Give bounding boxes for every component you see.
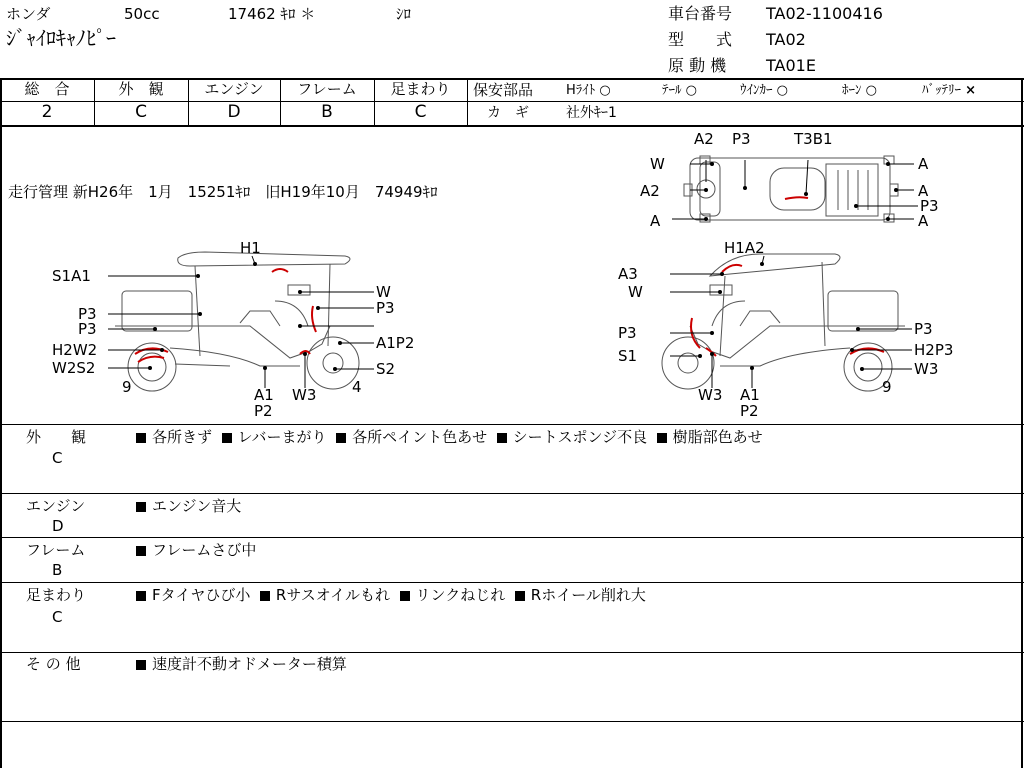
suspension-label: 足まわり [390, 80, 451, 98]
label-left: P3 [376, 299, 395, 317]
frame-value: B [321, 102, 333, 122]
label-left: 9 [122, 378, 132, 396]
label-left: S2 [376, 360, 396, 378]
remark-items-engine: エンジン音大 [136, 497, 241, 515]
label-left: P2 [254, 402, 273, 420]
border-right [1021, 78, 1023, 768]
remark-label-other: そ の 他 [26, 655, 81, 673]
remark-label-exterior: 外 観 [26, 428, 87, 446]
left-side-diagram [115, 252, 359, 391]
label-right: P3 [914, 320, 933, 338]
label-right: P2 [740, 402, 759, 420]
engine-label: 原 動 機 [668, 56, 727, 75]
label-left: P3 [78, 305, 97, 323]
frame-label: フレーム [297, 80, 357, 98]
divider [467, 78, 468, 125]
label-top: A [918, 212, 929, 230]
safety-label: 保安部品 [473, 81, 534, 99]
label-right: H2P3 [914, 341, 954, 359]
label-top: W [650, 155, 665, 173]
condition-diagrams [0, 126, 1024, 424]
safety-item-horn: ﾎｰﾝ ○ [842, 83, 877, 98]
label-top: A [918, 182, 929, 200]
chassis-label: 車台番号 [668, 4, 733, 23]
remark-grade-engine: D [52, 517, 64, 535]
safety-item-headlight: Hﾗｲﾄ ○ [566, 83, 611, 98]
maker: ホンダ [6, 5, 51, 23]
remark-items-other: 速度計不動オドメーター積算 [136, 655, 347, 673]
remark-label-suspension: 足まわり [26, 586, 87, 604]
type-label: 型 式 [668, 30, 733, 49]
remark-grade-frame: B [52, 561, 63, 579]
suspension-value: C [414, 102, 427, 122]
exterior-value: C [135, 102, 147, 122]
label-top: P3 [732, 130, 751, 148]
label-right: S1 [618, 347, 638, 365]
engine-value: TA01E [766, 56, 816, 75]
model-name: ｼﾞｬｲﾛｷｬﾉﾋﾟｰ [6, 26, 116, 50]
divider [0, 537, 1024, 538]
label-left: H1 [240, 239, 261, 257]
overall-label: 総 合 [24, 80, 70, 98]
label-right: 9 [882, 378, 892, 396]
overall-value: 2 [41, 102, 53, 122]
safety-item-battery: ﾊﾞｯﾃﾘｰ × [922, 83, 977, 98]
odometer-note: 走行管理 新H26年 1月 15251ｷﾛ 旧H19年10月 74949ｷﾛ [8, 183, 438, 201]
type-value: TA02 [766, 30, 806, 49]
divider [0, 652, 1024, 653]
color: ｼﾛ [396, 5, 412, 23]
exterior-label: 外 観 [118, 80, 164, 98]
label-left: W3 [292, 386, 317, 404]
remark-items-exterior: 各所きず レバーまがり 各所ペイント色あせ シートスポンジ不良 樹脂部色あせ [136, 428, 763, 446]
label-left: A1P2 [376, 334, 415, 352]
mileage: 17462 ｷﾛ ＊ [228, 5, 316, 23]
label-left: 4 [352, 378, 362, 396]
divider [0, 582, 1024, 583]
displacement: 50cc [124, 5, 160, 23]
label-right: P3 [618, 324, 637, 342]
engine-grade-label: エンジン [204, 80, 264, 98]
label-left: H2W2 [52, 341, 98, 359]
leader-lines [108, 160, 918, 388]
label-right: A3 [618, 265, 638, 283]
label-right: W3 [698, 386, 723, 404]
key-label: カ ギ [487, 105, 529, 121]
remark-items-suspension: Fタイヤひび小 Rサスオイルもれ リンクねじれ Rホイール削れ大 [136, 586, 646, 604]
label-top: A [918, 155, 929, 173]
label-left: W [376, 283, 391, 301]
safety-item-tail: ﾃｰﾙ ○ [662, 83, 697, 98]
divider [0, 721, 1024, 722]
divider [0, 493, 1024, 494]
label-right: A1 [740, 386, 760, 404]
label-top: A2 [694, 130, 714, 148]
label-top: A2 [640, 182, 660, 200]
remark-items-frame: フレームさび中 [136, 541, 256, 559]
label-left: A1 [254, 386, 274, 404]
remark-grade-exterior: C [52, 449, 63, 467]
key-value: 社外ｷｰ1 [566, 105, 617, 121]
divider [467, 101, 1024, 102]
chassis-value: TA02-1100416 [766, 4, 883, 23]
label-left: S1A1 [52, 267, 91, 285]
border-left [0, 78, 2, 768]
top-view-diagram [684, 156, 898, 222]
label-right: W3 [914, 360, 939, 378]
right-side-diagram [662, 254, 905, 391]
label-left: P3 [78, 320, 97, 338]
remark-label-frame: フレーム [26, 541, 86, 559]
label-top: P3 [920, 197, 939, 215]
engine-grade-value: D [227, 102, 241, 122]
safety-item-winker: ｳｲﾝｶｰ ○ [740, 83, 788, 98]
label-right: H1A2 [724, 239, 765, 257]
label-right: W [628, 283, 643, 301]
remark-grade-suspension: C [52, 608, 63, 626]
remark-label-engine: エンジン [26, 497, 86, 515]
divider [0, 424, 1024, 425]
label-top: A [650, 212, 661, 230]
label-left: W2S2 [52, 359, 96, 377]
label-top: T3B1 [794, 130, 833, 148]
